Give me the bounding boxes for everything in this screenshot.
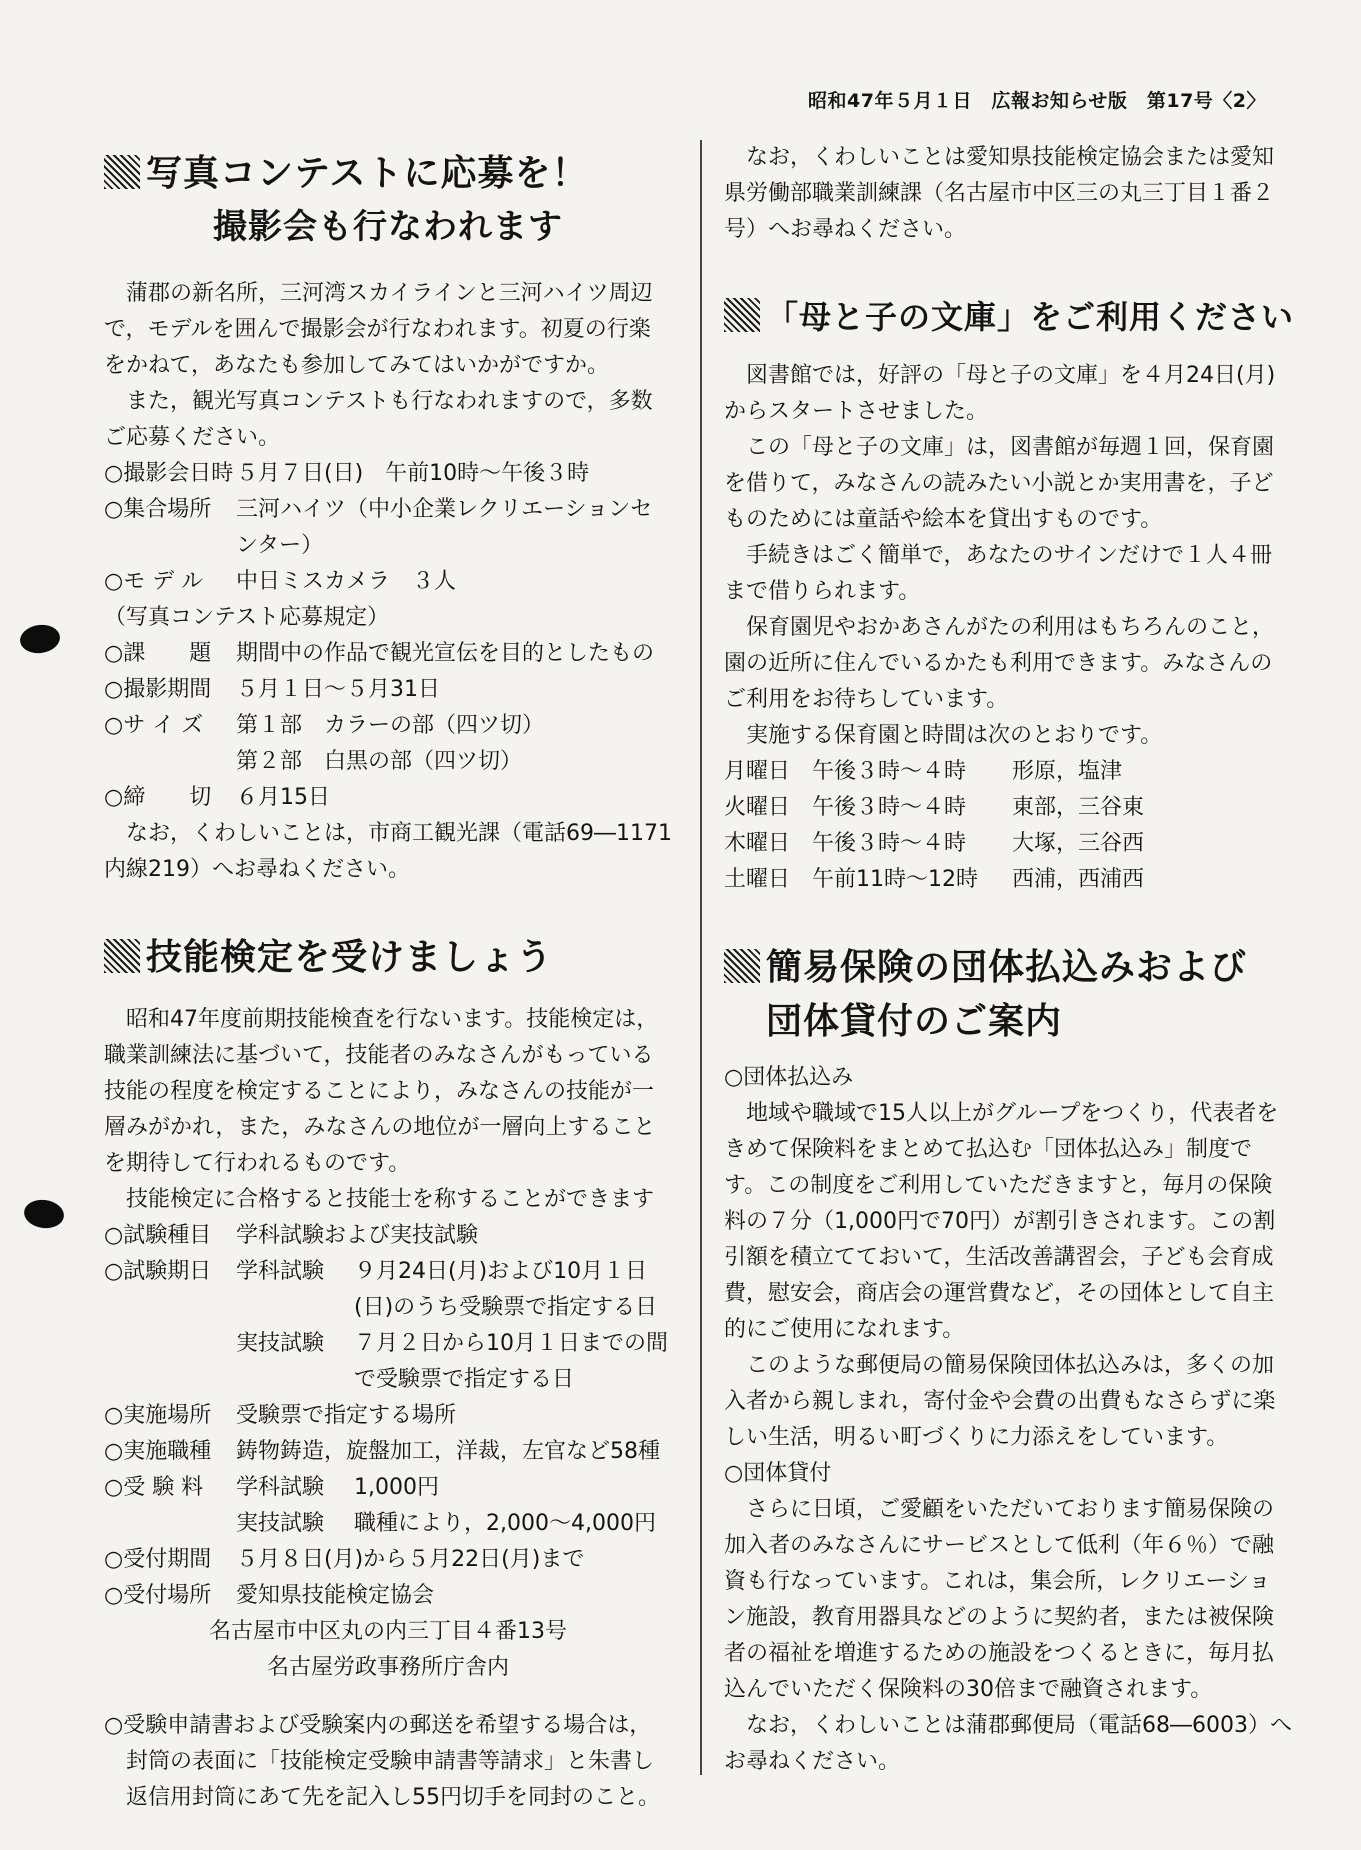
article-title: 簡易保険の団体払込みおよび (724, 942, 1292, 992)
insurance-article (724, 942, 1292, 1780)
detail-row: ○締 切 ６月15日 (104, 785, 330, 810)
detail-row: ○実施場所 受験票で指定する場所 (104, 1403, 457, 1428)
article-subtitle: 撮影会も行なわれます (213, 207, 563, 247)
detail-row: ○モ デ ル 中日ミスカメラ ３人 (104, 569, 457, 594)
detail-row: ○撮影会日時 ５月７日(日) 午前10時～午後３時 (104, 461, 590, 486)
detail-row: 実技試験 ７月２日から10月１日までの間で受験票で指定する日 (236, 1331, 668, 1392)
binder-hole-mark (22, 1197, 66, 1230)
detail-row: ○課 題 期間中の作品で観光宣伝を目的としたもの (104, 641, 655, 666)
article-title-line2: 団体貸付のご案内 (766, 1000, 1063, 1042)
rules-heading: （写真コンテスト応募規定） (104, 605, 390, 630)
paragraph: この「母と子の文庫」は，図書館が毎週１回，保育園を借りて，みなさんの読みたい小説とか実用書を，子どものためには童話や絵本を貸出すものです。 (724, 435, 1275, 532)
paragraph: また，観光写真コンテストも行なわれますので，多数ご応募ください。 (104, 389, 653, 450)
detail-row: ○サ イ ズ 第１部 カラーの部（四ツ切） (104, 713, 545, 738)
detail-row: ○実施職種 鋳物鋳造，旋盤加工，洋裁，左官など58種 (104, 1439, 660, 1464)
paragraph: 図書館では，好評の「母と子の文庫」を４月24日(月)からスタートさせました。 (724, 363, 1276, 424)
binder-hole-mark (18, 622, 62, 655)
detail-row-cont: 第２部 白黒の部（四ツ切） (236, 749, 523, 774)
schedule-row: 火曜日 午後３時～４時 東部，三谷東 (724, 795, 1145, 820)
paragraph: 実施する保育園と時間は次のとおりです。 (746, 723, 1163, 748)
paragraph: さらに日頃，ご愛顧をいただいております簡易保険の加入者のみなさんにサービスとして低利（年６％）で融資も行なっています。これは，集会所，レクリエーション施設，教育用器具などのように契約者，または被保険者の福祉を増進するための施設をつくるときに，毎月払込んでいただく保険料の30倍まで融資されます。 (724, 1497, 1275, 1702)
paragraph: 手続きはごく簡単で，あなたのサインだけで１人４冊まで借りられます。 (724, 543, 1273, 604)
address-line: 名古屋労政事務所庁舎内 (266, 1655, 509, 1680)
photo-contest-article (104, 148, 672, 888)
schedule-row: 土曜日 午前11時～12時 西浦，西浦西 (724, 867, 1145, 892)
hatch-mark-icon (104, 155, 140, 189)
left-column (104, 140, 672, 1838)
skill-test-article (104, 932, 672, 1816)
article-title: 「母と子の文庫」をご利用ください (724, 292, 1292, 342)
right-column (724, 140, 1295, 1780)
detail-row: ○試験種目 学科試験および実技試験 (104, 1223, 479, 1248)
detail-row: ○受付場所 愛知県技能検定協会 (104, 1583, 435, 1608)
paragraph: このような郵便局の簡易保険団体払込みは，多くの加入者から親しまれ，寄付金や会費の出費もなさらずに楽しい生活，明るい町づくりに力添えをしています。 (724, 1353, 1276, 1450)
paragraph: 蒲郡の新名所，三河湾スカイラインと三河ハイツ周辺で，モデルを囲んで撮影会が行なわれます。初夏の行楽をかねて，あなたも参加してみてはいかがですか。 (104, 281, 653, 378)
hatch-mark-icon (724, 949, 760, 983)
detail-row: ○撮影期間 ５月１日～５月31日 (104, 677, 440, 702)
detail-row: ○受付期間 ５月８日(月)から５月22日(月)まで (104, 1547, 585, 1572)
mail-request-note: ○受験申請書および受験案内の郵送を希望する場合は，封筒の表面に「技能検定受験申請書等請求」と朱書し返信用封筒にあて先を記入し55円切手を同封のこと。 (104, 1713, 660, 1810)
paragraph-continued: なお，くわしいことは愛知県技能検定協会または愛知県労働部職業訓練課（名古屋市中区三の丸三丁目１番２号）へお尋ねください。 (724, 145, 1275, 242)
detail-row: ○試験期日 学科試験 ９月24日(月)および10月１日(日)のうち受験票で指定する日 (104, 1259, 658, 1320)
paragraph: なお，くわしいことは蒲郡郵便局（電話68―6003）へお尋ねください。 (724, 1713, 1292, 1774)
article-title: 写真コンテストに応募を！ (104, 148, 672, 198)
library-article (724, 292, 1295, 898)
paragraph: 地域や職域で15人以上がグループをつくり，代表者をきめて保険料をまとめて払込む「団体払込み」制度です。この制度をご利用していただきますと，毎月の保険料の７分（1,000円で70円）が割引きされます。この割引額を積立てておいて，生活改善講習会，子ども会育成費，慰安会，商店会の運営費など，その団体として自主的にご使用になれます。 (724, 1101, 1279, 1342)
paragraph: 昭和47年度前期技能検査を行ないます。技能検定は，職業訓練法に基づいて，技能者のみなさんがもっている技能の程度を検定することにより，みなさんの技能が一層みがかれ，また，みなさんの地位が一層向上することを期待して行われるものです。 (104, 1007, 659, 1176)
spacer (724, 248, 1292, 284)
page-header: 昭和47年５月１日 広報お知らせ版 第17号〈2〉 (808, 90, 1267, 112)
address-line: 名古屋市中区丸の内三丁目４番13号 (209, 1619, 567, 1644)
section-heading: ○団体払込み (724, 1065, 854, 1090)
article-title: 技能検定を受けましょう (104, 932, 672, 982)
schedule-row: 月曜日 午後３時～４時 形原，塩津 (724, 759, 1123, 784)
column-divider (700, 140, 702, 1775)
hatch-mark-icon (724, 298, 760, 332)
hatch-mark-icon (104, 939, 140, 973)
spacer (104, 888, 672, 924)
paragraph: 技能検定に合格すると技能士を称することができます (126, 1187, 655, 1212)
spacer (724, 898, 1292, 934)
schedule-row: 木曜日 午後３時～４時 大塚，三谷西 (724, 831, 1145, 856)
detail-row: ○集合場所 三河ハイツ（中小企業レクリエーションセンター） (104, 497, 653, 558)
paragraph: なお，くわしいことは，市商工観光課（電話69―1171内線219）へお尋ねください。 (104, 821, 672, 882)
section-heading: ○団体貸付 (724, 1461, 832, 1486)
detail-row: 実技試験 職種により，2,000～4,000円 (236, 1511, 656, 1536)
paragraph: 保育園児やおかあさんがたの利用はもちろんのこと，園の近所に住んでいるかたも利用できます。みなさんのご利用をお待ちしています。 (724, 615, 1275, 712)
detail-row: ○受 験 料 学科試験 1,000円 (104, 1475, 439, 1500)
